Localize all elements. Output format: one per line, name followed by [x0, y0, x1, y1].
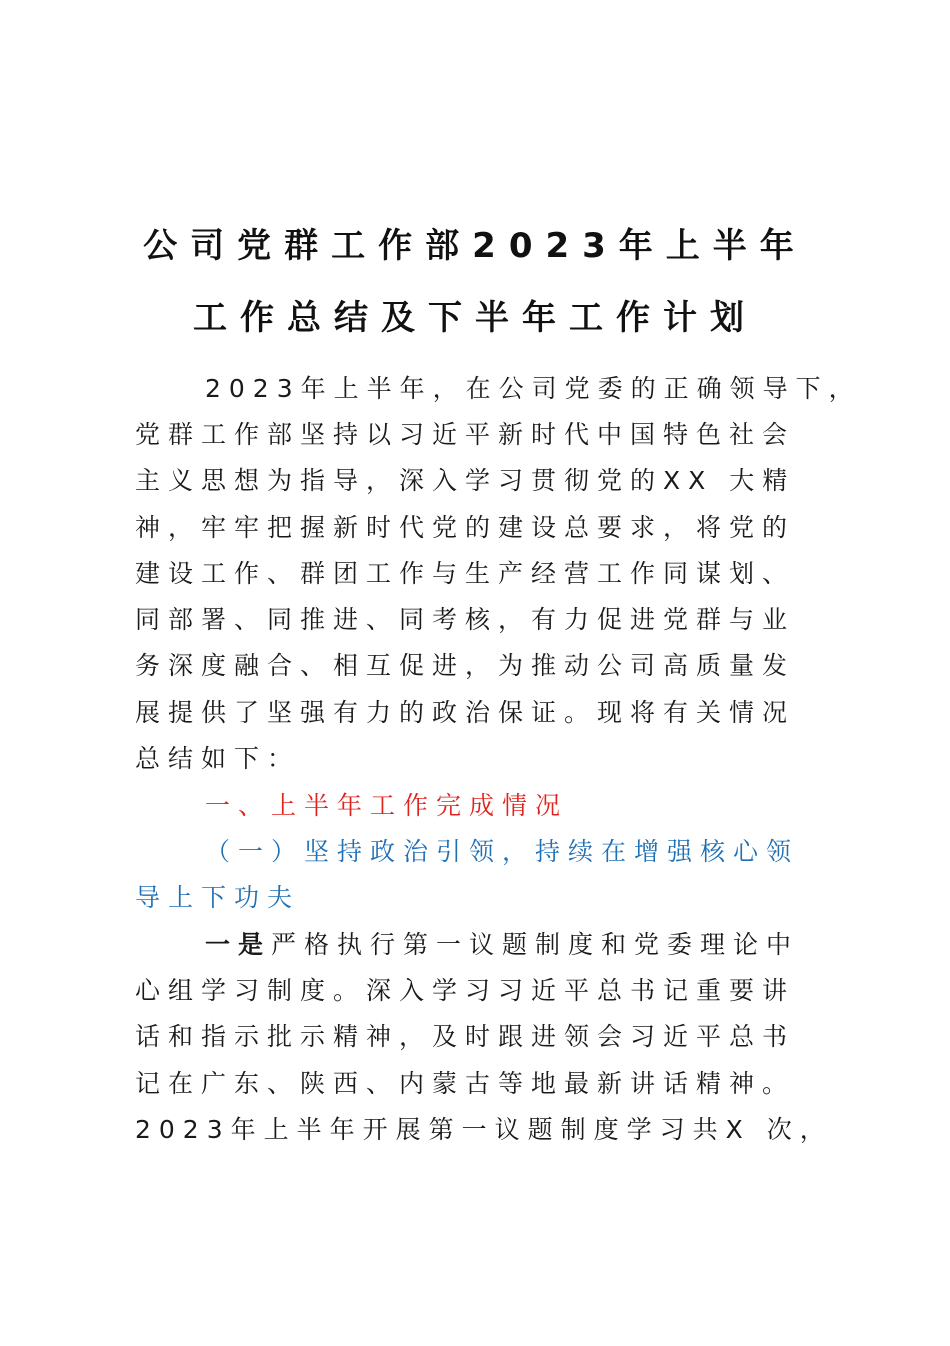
intro-line-7: 务深度融合、相互促进，为推动公司高质量发: [135, 651, 796, 680]
para-1-line-2: 心组学习制度。深入学习习近平总书记重要讲: [135, 976, 796, 1005]
para-1-line-1: [205, 929, 925, 961]
intro-line-1: 2023年上半年，在公司党委的正确领导下，: [205, 374, 862, 403]
intro-line-6: 同部署、同推进、同考核，有力促进党群与业: [135, 605, 796, 634]
intro-line-2: 党群工作部坚持以习近平新时代中国特色社会: [135, 420, 796, 449]
intro-line-8: 展提供了坚强有力的政治保证。现将有关情况: [135, 698, 796, 727]
intro-line-3: 主义思想为指导，深入学习贯彻党的XX 大精: [135, 466, 796, 495]
para-1-line-3: 话和指示批示精神，及时跟进领会习近平总书: [135, 1022, 796, 1051]
para-1-line-1-rest: 严格执行第一议题制度和党委理论中: [271, 930, 800, 959]
para-1-line-5: 2023年上半年开展第一议题制度学习共X 次，: [135, 1115, 833, 1144]
intro-line-9: 总结如下：: [135, 744, 301, 773]
intro-line-4: 神，牢牢把握新时代党的建设总要求，将党的: [135, 513, 796, 542]
section-1-heading: 一、上半年工作完成情况: [205, 791, 569, 820]
para-1-line-4: 记在广东、陕西、内蒙古等地最新讲话精神。: [135, 1069, 796, 1098]
para-1-lead: 一是: [205, 930, 272, 959]
intro-line-5: 建设工作、群团工作与生产经营工作同谋划、: [135, 559, 796, 588]
subsection-1-heading-line-2: 导上下功夫: [135, 883, 301, 912]
document-title-line-1: 公司党群工作部2023年上半年: [143, 226, 807, 266]
subsection-1-heading-line-1: （一）坚持政治引领，持续在增强核心领: [205, 837, 800, 866]
document-title-line-2: 工作总结及下半年工作计划: [193, 298, 757, 338]
